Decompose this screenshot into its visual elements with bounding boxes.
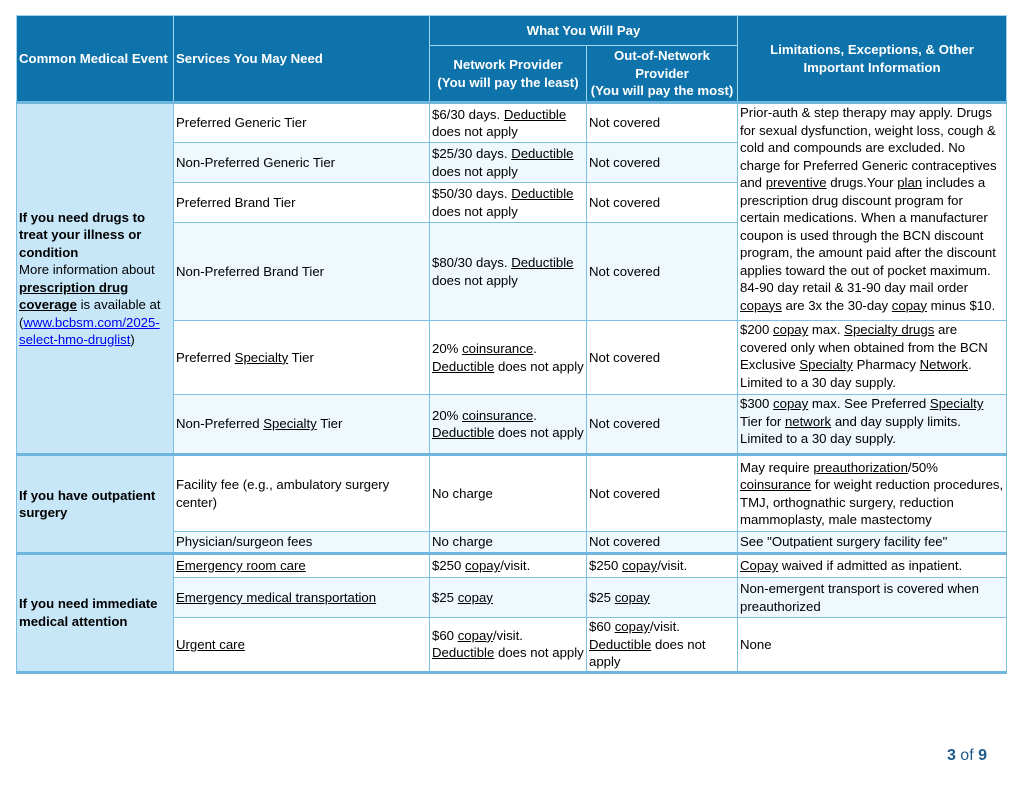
- service-physician-fees: Physician/surgeon fees: [174, 532, 430, 554]
- prescription-drug-coverage-term[interactable]: prescription drug coverage: [19, 279, 129, 312]
- network-physician-fees: No charge: [430, 532, 587, 554]
- network-emergency-room: $250 copay/visit.: [430, 554, 587, 578]
- limitations-emergency-room: Copay waived if admitted as inpatient.: [738, 554, 1007, 578]
- service-preferred-specialty: Preferred Specialty Tier: [174, 321, 430, 395]
- network-nonpreferred-generic: $25/30 days. Deductible does not apply: [430, 143, 587, 183]
- urgent-care-term[interactable]: Urgent care: [176, 636, 245, 652]
- emergency-room-care-term[interactable]: Emergency room care: [176, 558, 306, 574]
- preventive-term[interactable]: preventive: [765, 175, 827, 190]
- network-emergency-transport: $25 copay: [430, 578, 587, 618]
- header-what-you-pay: What You Will Pay: [430, 16, 738, 46]
- network-facility-fee: No charge: [430, 455, 587, 532]
- event-outpatient-surgery: If you have outpatient surgery: [17, 455, 174, 554]
- copay-term[interactable]: copay: [773, 322, 809, 337]
- druglist-link[interactable]: www.bcbsm.com/2025-select-hmo-druglist: [19, 314, 160, 347]
- service-nonpreferred-specialty: Non-Preferred Specialty Tier: [174, 395, 430, 455]
- service-nonpreferred-generic: Non-Preferred Generic Tier: [174, 143, 430, 183]
- specialty-term[interactable]: Specialty: [234, 349, 289, 365]
- network-nonpreferred-specialty: 20% coinsurance. Deductible does not apply: [430, 395, 587, 455]
- deductible-term[interactable]: Deductible: [511, 186, 574, 201]
- copay-term[interactable]: copay: [773, 396, 809, 411]
- oon-nonpreferred-brand: Not covered: [587, 223, 738, 321]
- header-services: Services You May Need: [174, 16, 430, 103]
- copay-term[interactable]: copay: [614, 589, 650, 605]
- service-urgent-care: [174, 618, 430, 673]
- page-number: 3 of 9: [946, 747, 987, 764]
- oon-nonpreferred-specialty: Not covered: [587, 395, 738, 455]
- service-emergency-transport: [174, 578, 430, 618]
- header-limitations: Limitations, Exceptions, & Other Important Information: [738, 16, 1007, 103]
- deductible-term[interactable]: Deductible: [432, 358, 495, 374]
- specialty-drugs-term[interactable]: Specialty drugs: [844, 322, 935, 337]
- limitations-physician-fees: See "Outpatient surgery facility fee": [738, 532, 1007, 554]
- oon-urgent-care: $60 copay/visit. Deductible does not apply: [587, 618, 738, 673]
- group-prescription-drugs: [17, 103, 1007, 455]
- limitations-emergency-transport: Non-emergent transport is covered when preauthorized: [738, 578, 1007, 618]
- service-preferred-generic: Preferred Generic Tier: [174, 103, 430, 143]
- specialty-term[interactable]: Specialty: [263, 416, 317, 432]
- table-row: [17, 554, 1007, 578]
- group-immediate-attention: [17, 554, 1007, 673]
- deductible-term[interactable]: Deductible: [511, 146, 574, 161]
- copay-term[interactable]: copay: [465, 558, 501, 574]
- network-term[interactable]: Network: [919, 357, 968, 372]
- coinsurance-term[interactable]: coinsurance: [462, 407, 534, 423]
- header-network-provider: Network Provider (You will pay the least): [430, 46, 587, 103]
- network-term[interactable]: network: [784, 413, 832, 429]
- oon-facility-fee: Not covered: [587, 455, 738, 532]
- limitations-urgent-care: None: [738, 618, 1007, 673]
- event-drugs: If you need drugs to treat your illness or condition More information about prescription drug coverage is available at (www.bcbsm.com/2025-select-hmo-druglist): [17, 103, 174, 455]
- plan-term[interactable]: plan: [897, 175, 923, 190]
- service-emergency-room: [174, 554, 430, 578]
- preauthorization-term[interactable]: preauthorization: [813, 459, 908, 475]
- deductible-term[interactable]: Deductible: [589, 636, 652, 652]
- network-preferred-specialty: 20% coinsurance. Deductible does not apply: [430, 321, 587, 395]
- copay-term[interactable]: copay: [457, 589, 493, 605]
- copays-term[interactable]: copays: [740, 297, 782, 313]
- network-urgent-care: $60 copay/visit. Deductible does not apply: [430, 618, 587, 673]
- network-preferred-brand: $50/30 days. Deductible does not apply: [430, 183, 587, 223]
- oon-physician-fees: Not covered: [587, 532, 738, 554]
- copay-term[interactable]: Copay: [740, 558, 779, 574]
- event-immediate-attention: If you need immediate medical attention: [17, 554, 174, 673]
- network-preferred-generic: $6/30 days. Deductible does not apply: [430, 103, 587, 143]
- deductible-term[interactable]: Deductible: [432, 645, 495, 661]
- specialty-term[interactable]: Specialty: [799, 357, 853, 372]
- limitations-nonpreferred-specialty: $300 copay max. See Preferred Specialty Tier for network and day supply limits. Limited to a 30 day supply.: [738, 395, 1007, 455]
- copay-term[interactable]: copay: [457, 627, 493, 643]
- oon-emergency-transport: $25 copay: [587, 578, 738, 618]
- oon-emergency-room: $250 copay/visit.: [587, 554, 738, 578]
- group-outpatient-surgery: [17, 455, 1007, 554]
- table-header: [17, 16, 1007, 103]
- deductible-term[interactable]: Deductible: [503, 106, 567, 122]
- coinsurance-term[interactable]: coinsurance: [462, 341, 534, 356]
- network-nonpreferred-brand: $80/30 days. Deductible does not apply: [430, 223, 587, 321]
- copay-term[interactable]: copay: [891, 297, 927, 313]
- limitations-preferred-specialty: $200 copay max. Specialty drugs are covered only when obtained from the BCN Exclusive Specialty Pharmacy Network. Limited to a 30 day supply.: [738, 321, 1007, 395]
- coinsurance-term[interactable]: coinsurance: [740, 477, 812, 492]
- copay-term[interactable]: copay: [622, 558, 658, 574]
- deductible-term[interactable]: Deductible: [511, 255, 574, 270]
- service-facility-fee: Facility fee (e.g., ambulatory surgery center): [174, 455, 430, 532]
- oon-preferred-brand: Not covered: [587, 183, 738, 223]
- service-preferred-brand: Preferred Brand Tier: [174, 183, 430, 223]
- emergency-transportation-term[interactable]: Emergency medical transportation: [176, 589, 377, 605]
- specialty-term[interactable]: Specialty: [929, 396, 984, 411]
- oon-preferred-generic: Not covered: [587, 103, 738, 143]
- header-out-of-network-provider: Out-of-Network Provider (You will pay the most): [587, 46, 738, 103]
- oon-nonpreferred-generic: Not covered: [587, 143, 738, 183]
- limitations-drug-tiers: Prior-auth & step therapy may apply. Drugs for sexual dysfunction, weight loss, cough & cold and compounds are excluded. No charge for Preferred Generic contraceptives and preventive drugs.Your plan includes a prescription drug discount program for certain medications. When a manufacturer coupon is used through the BCN discount program, the amount paid after the discount applies toward the out of pocket maximum. 84-90 day retail & 31-90 day mail order copays are 3x the 30-day copay minus $10.: [738, 103, 1007, 321]
- header-common-event: Common Medical Event: [17, 16, 174, 103]
- oon-preferred-specialty: Not covered: [587, 321, 738, 395]
- deductible-term[interactable]: Deductible: [432, 425, 495, 440]
- service-nonpreferred-brand: Non-Preferred Brand Tier: [174, 223, 430, 321]
- copay-term[interactable]: copay: [614, 619, 650, 634]
- limitations-facility-fee: May require preauthorization/50% coinsurance for weight reduction procedures, TMJ, orthognathic surgery, reduction mammoplasty, male mastectomy: [738, 455, 1007, 532]
- benefits-table: [16, 15, 1007, 674]
- table-row: [17, 455, 1007, 532]
- table-row: [17, 103, 1007, 143]
